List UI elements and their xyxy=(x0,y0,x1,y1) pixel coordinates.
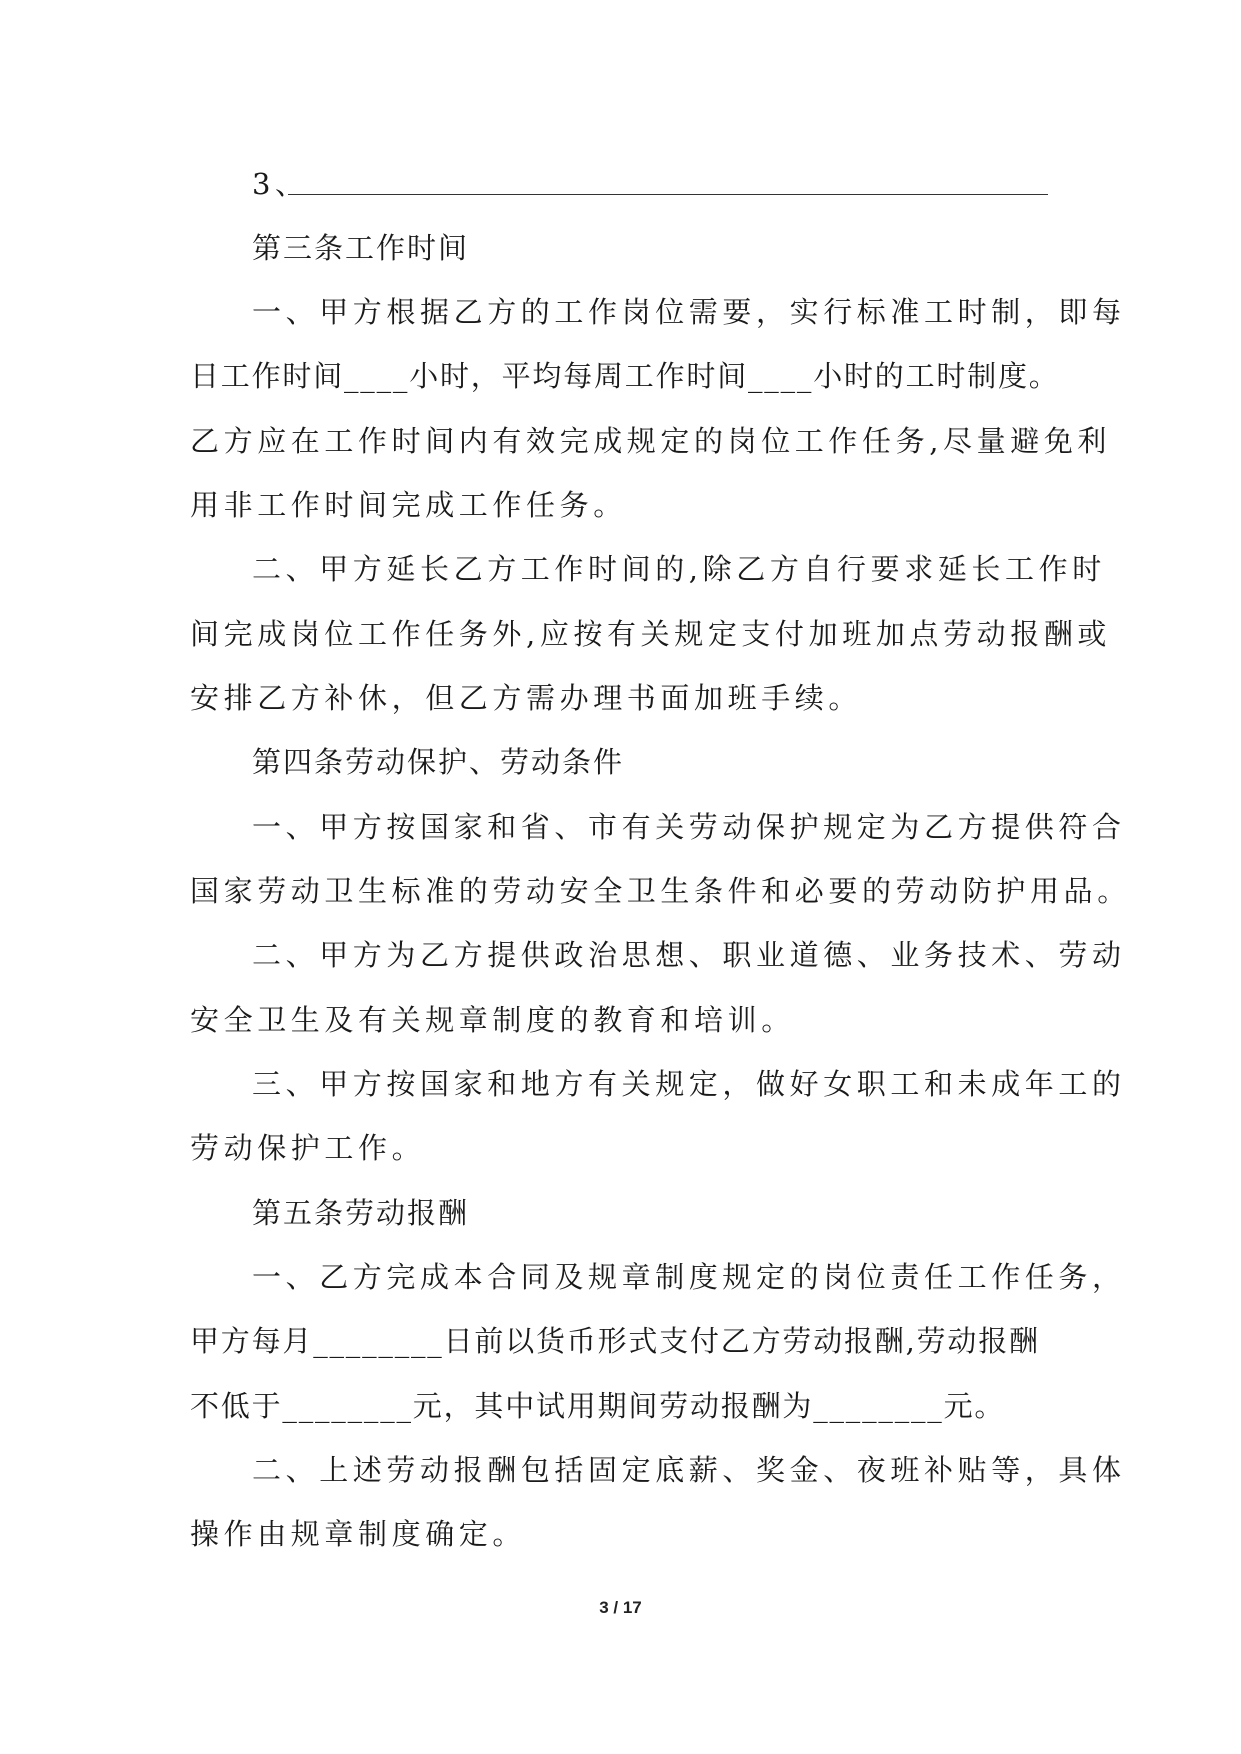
item-3-label: 3、 xyxy=(252,167,309,201)
paragraph-line: 甲方每月________日前以货币形式支付乙方劳动报酬,劳动报酬 xyxy=(190,1324,1040,1358)
fill-in-blank-line xyxy=(288,194,1048,195)
paragraph-line: 三、甲方按国家和地方有关规定，做好女职工和未成年工的 xyxy=(252,1067,1126,1101)
paragraph-line: 一、甲方根据乙方的工作岗位需要，实行标准工时制，即每 xyxy=(252,295,1126,329)
paragraph-line: 劳动保护工作。 xyxy=(190,1131,426,1165)
paragraph-line: 一、乙方完成本合同及规章制度规定的岗位责任工作任务， xyxy=(252,1260,1126,1294)
paragraph-line: 乙方应在工作时间内有效完成规定的岗位工作任务,尽量避免利 xyxy=(190,424,1112,458)
paragraph-line: 二、甲方为乙方提供政治思想、职业道德、业务技术、劳动 xyxy=(252,938,1126,972)
article-3-heading: 第三条工作时间 xyxy=(252,231,470,265)
page-number: 3 / 17 xyxy=(599,1598,642,1617)
paragraph-line: 一、甲方按国家和省、市有关劳动保护规定为乙方提供符合 xyxy=(252,810,1126,844)
article-5-heading: 第五条劳动报酬 xyxy=(252,1196,470,1230)
paragraph-line: 日工作时间____小时，平均每周工作时间____小时的工时制度。 xyxy=(190,359,1060,393)
article-4-heading: 第四条劳动保护、劳动条件 xyxy=(252,745,625,779)
paragraph-line: 二、甲方延长乙方工作时间的,除乙方自行要求延长工作时 xyxy=(252,552,1106,586)
paragraph-line: 二、上述劳动报酬包括固定底薪、奖金、夜班补贴等，具体 xyxy=(252,1453,1126,1487)
paragraph-line: 用非工作时间完成工作任务。 xyxy=(190,488,627,522)
paragraph-line: 安全卫生及有关规章制度的教育和培训。 xyxy=(190,1003,795,1037)
paragraph-line: 不低于________元，其中试用期间劳动报酬为________元。 xyxy=(190,1389,1006,1423)
paragraph-line: 国家劳动卫生标准的劳动安全卫生条件和必要的劳动防护用品。 xyxy=(190,874,1131,908)
paragraph-line: 安排乙方补休，但乙方需办理书面加班手续。 xyxy=(190,681,863,715)
paragraph-line: 间完成岗位工作任务外,应按有关规定支付加班加点劳动报酬或 xyxy=(190,617,1112,651)
paragraph-line: 操作由规章制度确定。 xyxy=(190,1517,527,1551)
